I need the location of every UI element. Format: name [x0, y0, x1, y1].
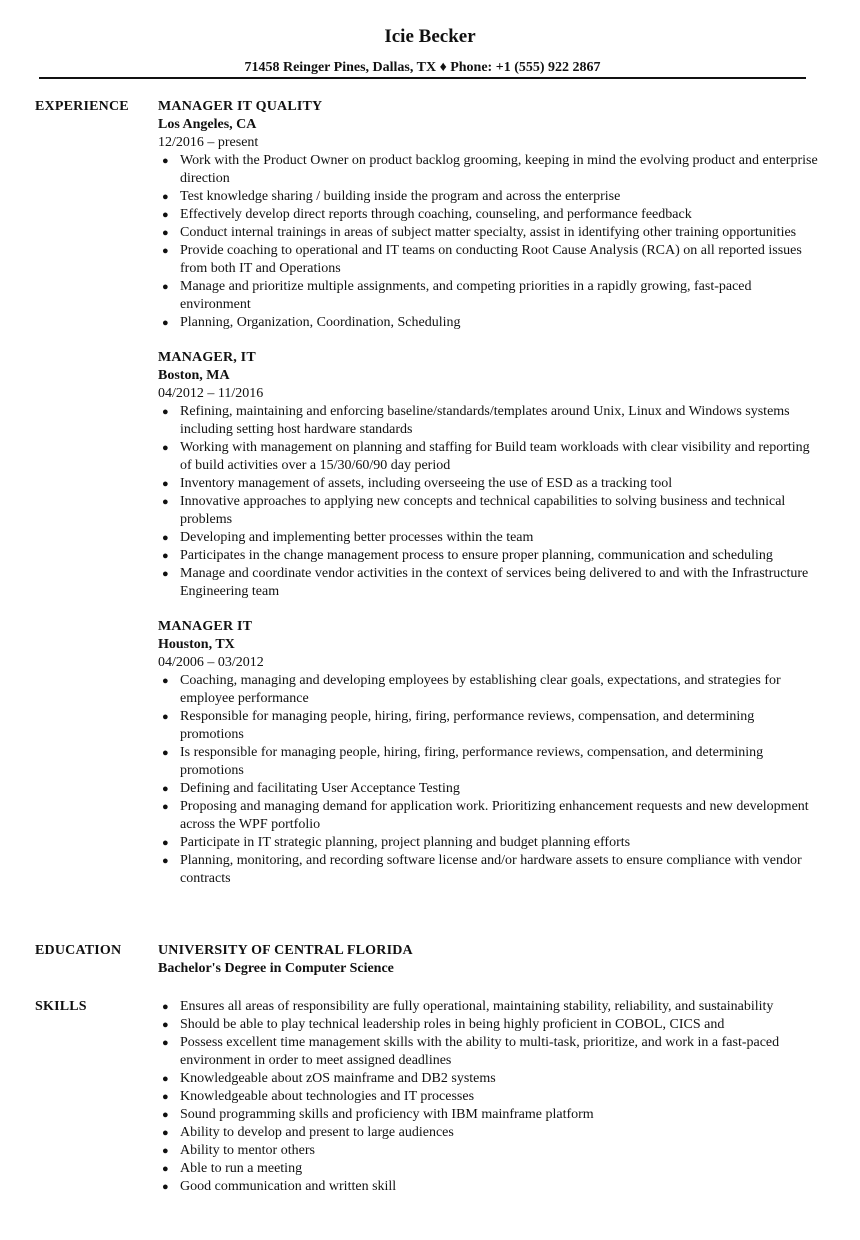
- bullet-icon: ●: [162, 747, 169, 759]
- skill-text: Ability to mentor others: [180, 1143, 315, 1158]
- list-item: [158, 834, 818, 852]
- job-title: MANAGER IT: [158, 619, 253, 634]
- list-item: [158, 403, 818, 439]
- bullet-icon: ●: [162, 1091, 169, 1103]
- list-item: [158, 475, 818, 493]
- list-item: [158, 1124, 818, 1142]
- list-item: [158, 242, 818, 278]
- bullet-icon: ●: [162, 191, 169, 203]
- bullet-icon: ●: [162, 406, 169, 418]
- bullet-text: Coaching, managing and developing employees by establishing clear goals, expectations, and strategies for employee performance: [180, 673, 781, 706]
- list-item: [158, 1142, 818, 1160]
- list-item: [158, 798, 818, 834]
- experience-heading: EXPERIENCE: [35, 99, 129, 114]
- bullet-icon: ●: [162, 801, 169, 813]
- list-item: [158, 278, 818, 314]
- job-location: Los Angeles, CA: [158, 117, 257, 132]
- list-item: [158, 547, 818, 565]
- job-dates: 04/2006 – 03/2012: [158, 655, 264, 670]
- skill-text: Possess excellent time management skills with the ability to multi-task, prioritize, and work in a fast-paced environment in order to meet assigned deadlines: [180, 1035, 780, 1068]
- job-bullet-list: [158, 152, 818, 332]
- education-heading: EDUCATION: [35, 943, 122, 958]
- bullet-text: Planning, Organization, Coordination, Scheduling: [180, 315, 461, 330]
- list-item: [158, 529, 818, 547]
- bullet-icon: ●: [162, 783, 169, 795]
- experience-body: [158, 98, 818, 905]
- list-item: [158, 314, 818, 332]
- list-item: [158, 852, 818, 888]
- bullet-icon: ●: [162, 496, 169, 508]
- bullet-icon: ●: [162, 227, 169, 239]
- bullet-icon: ●: [162, 855, 169, 867]
- skill-text: Knowledgeable about zOS mainframe and DB2 systems: [180, 1071, 496, 1086]
- skill-text: Sound programming skills and proficiency with IBM mainframe platform: [180, 1107, 594, 1122]
- bullet-text: Manage and coordinate vendor activities in the context of services being delivered to and with the Infrastructure Engineering team: [180, 566, 809, 599]
- bullet-text: Developing and implementing better processes within the team: [180, 530, 534, 545]
- skill-text: Ability to develop and present to large audiences: [180, 1125, 454, 1140]
- list-item: [158, 493, 818, 529]
- bullet-text: Proposing and managing demand for application work. Prioritizing enhancement requests and new development across the WPF portfolio: [180, 799, 809, 832]
- bullet-text: Innovative approaches to applying new concepts and technical capabilities to solving business and technical problems: [180, 494, 786, 527]
- bullet-text: Manage and prioritize multiple assignments, and competing priorities in a rapidly growing, fast-paced environment: [180, 279, 752, 312]
- list-item: [158, 1034, 818, 1070]
- bullet-icon: ●: [162, 1163, 169, 1175]
- list-item: [158, 1160, 818, 1178]
- job-entry: [158, 98, 818, 332]
- bullet-text: Inventory management of assets, including overseeing the use of ESD as a tracking tool: [180, 476, 673, 491]
- job-entry: [158, 618, 818, 888]
- list-item: [158, 708, 818, 744]
- skills-heading: SKILLS: [35, 999, 87, 1014]
- bullet-icon: ●: [162, 209, 169, 221]
- list-item: [158, 565, 818, 601]
- list-item: [158, 998, 818, 1016]
- skill-text: Should be able to play technical leadership roles in being highly proficient in COBOL, CICS and: [180, 1017, 725, 1032]
- bullet-icon: ●: [162, 1145, 169, 1157]
- bullet-text: Test knowledge sharing / building inside the program and across the enterprise: [180, 189, 621, 204]
- skill-text: Good communication and written skill: [180, 1179, 397, 1194]
- bullet-text: Working with management on planning and staffing for Build team workloads with clear visibility and reporting of build activities over a 15/30/60/90 day period: [180, 440, 810, 473]
- list-item: [158, 672, 818, 708]
- bullet-text: Responsible for managing people, hiring, firing, performance reviews, compensation, and determining promotions: [180, 709, 755, 742]
- bullet-icon: ●: [162, 1019, 169, 1031]
- job-dates: 04/2012 – 11/2016: [158, 386, 264, 401]
- bullet-icon: ●: [162, 550, 169, 562]
- education-degree: Bachelor's Degree in Computer Science: [158, 961, 394, 976]
- bullet-text: Refining, maintaining and enforcing baseline/standards/templates around Unix, Linux and Windows systems including setting host hardware standards: [180, 404, 790, 437]
- bullet-text: Participates in the change management process to ensure proper planning, communication and scheduling: [180, 548, 773, 563]
- bullet-icon: ●: [162, 1109, 169, 1121]
- bullet-icon: ●: [162, 281, 169, 293]
- bullet-icon: ●: [162, 711, 169, 723]
- bullet-icon: ●: [162, 442, 169, 454]
- bullet-text: Effectively develop direct reports through coaching, counseling, and performance feedback: [180, 207, 692, 222]
- bullet-icon: ●: [162, 1037, 169, 1049]
- bullet-icon: ●: [162, 245, 169, 257]
- list-item: [158, 1016, 818, 1034]
- list-item: [158, 152, 818, 188]
- skill-text: Knowledgeable about technologies and IT processes: [180, 1089, 475, 1104]
- list-item: [158, 1106, 818, 1124]
- candidate-name: Icie Becker: [384, 26, 476, 47]
- education-body: [158, 942, 818, 978]
- bullet-icon: ●: [162, 1181, 169, 1193]
- bullet-icon: ●: [162, 478, 169, 490]
- bullet-text: Is responsible for managing people, hiring, firing, performance reviews, compensation, and determining promotions: [180, 745, 764, 778]
- bullet-icon: ●: [162, 317, 169, 329]
- list-item: [158, 188, 818, 206]
- bullet-icon: ●: [162, 532, 169, 544]
- skill-text: Able to run a meeting: [180, 1161, 303, 1176]
- list-item: [158, 206, 818, 224]
- bullet-text: Work with the Product Owner on product backlog grooming, keeping in mind the evolving product and enterprise direction: [180, 153, 818, 186]
- list-item: [158, 1088, 818, 1106]
- list-item: [158, 1178, 818, 1196]
- job-location: Houston, TX: [158, 637, 235, 652]
- education-school: UNIVERSITY OF CENTRAL FLORIDA: [158, 943, 413, 958]
- skills-list: [158, 998, 818, 1196]
- bullet-icon: ●: [162, 1001, 169, 1013]
- job-location: Boston, MA: [158, 368, 230, 383]
- bullet-icon: ●: [162, 837, 169, 849]
- job-dates: 12/2016 – present: [158, 135, 259, 150]
- skills-body: [158, 998, 818, 1196]
- bullet-icon: ●: [162, 1073, 169, 1085]
- list-item: [158, 224, 818, 242]
- contact-line: 71458 Reinger Pines, Dallas, TX ♦ Phone: +1 (555) 922 2867: [244, 60, 601, 75]
- job-title: MANAGER IT QUALITY: [158, 99, 323, 114]
- list-item: [158, 1070, 818, 1088]
- list-item: [158, 744, 818, 780]
- job-title: MANAGER, IT: [158, 350, 256, 365]
- bullet-icon: ●: [162, 155, 169, 167]
- bullet-icon: ●: [162, 568, 169, 580]
- list-item: [158, 780, 818, 798]
- bullet-icon: ●: [162, 675, 169, 687]
- header-divider: [39, 77, 806, 79]
- skill-text: Ensures all areas of responsibility are fully operational, maintaining stability, reliability, and sustainability: [180, 999, 774, 1014]
- bullet-text: Planning, monitoring, and recording software license and/or hardware assets to ensure compliance with vendor contracts: [180, 853, 802, 886]
- bullet-text: Participate in IT strategic planning, project planning and budget planning efforts: [180, 835, 631, 850]
- bullet-text: Provide coaching to operational and IT teams on conducting Root Cause Analysis (RCA) on all reported issues from both IT and Operations: [180, 243, 802, 276]
- bullet-text: Conduct internal trainings in areas of subject matter specialty, assist in identifying other training opportunities: [180, 225, 797, 240]
- bullet-icon: ●: [162, 1127, 169, 1139]
- job-bullet-list: [158, 403, 818, 601]
- bullet-text: Defining and facilitating User Acceptance Testing: [180, 781, 460, 796]
- job-bullet-list: [158, 672, 818, 888]
- list-item: [158, 439, 818, 475]
- job-entry: [158, 349, 818, 601]
